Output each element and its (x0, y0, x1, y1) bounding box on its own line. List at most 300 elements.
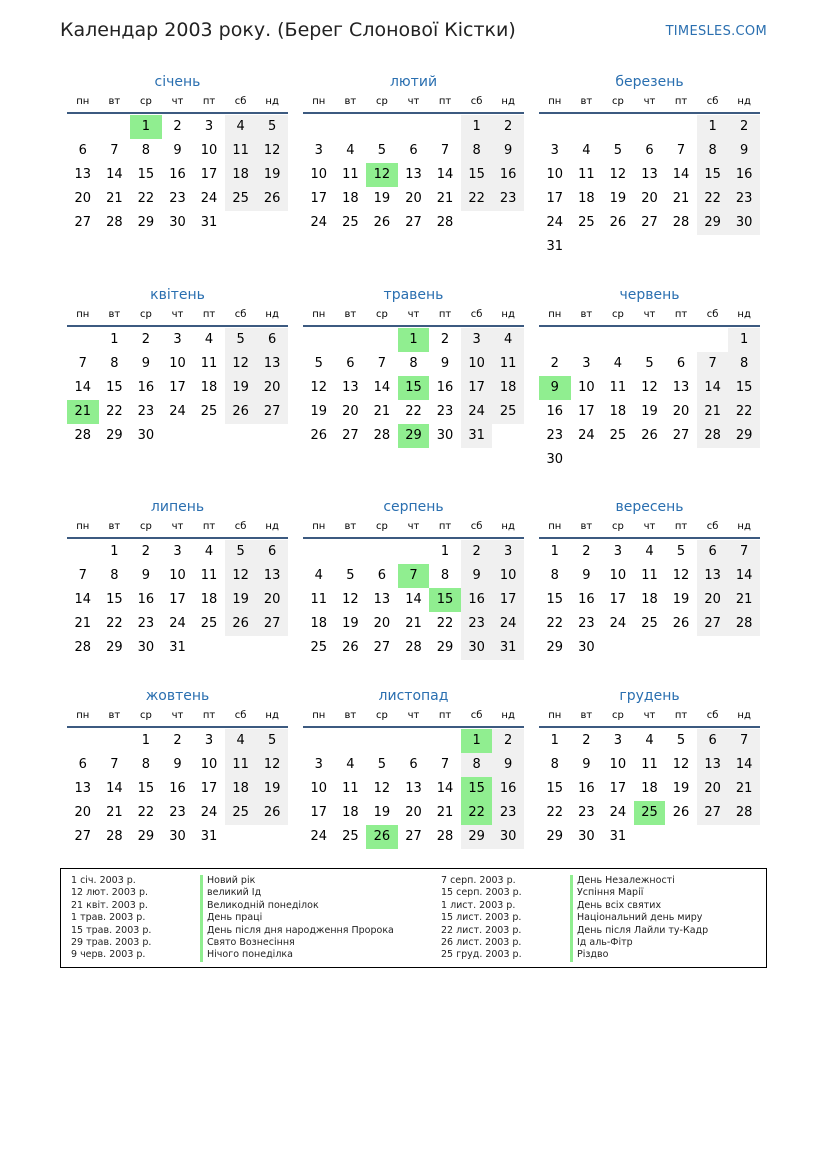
day-cell: 20 (342, 404, 359, 419)
week-row (539, 352, 760, 376)
day-cell: 4 (645, 544, 654, 559)
day-cell: 3 (314, 757, 323, 772)
empty-day-cell (697, 448, 729, 472)
day-cell: 17 (609, 592, 627, 607)
empty-day-cell (225, 636, 257, 660)
weekday-label: чт (171, 710, 184, 721)
empty-day-cell (602, 235, 634, 259)
weekday-header (303, 706, 524, 728)
week-row (539, 448, 760, 472)
week-row (67, 801, 288, 825)
weekday-label: чт (171, 96, 184, 107)
day-cell: 6 (697, 729, 729, 753)
week-row (539, 139, 760, 163)
day-cell: 27 (405, 829, 422, 844)
weekday-label: вт (580, 521, 593, 532)
day-cell: 6 (377, 568, 387, 583)
day-cell: 5 (377, 143, 387, 158)
weekday-label: ср (139, 309, 152, 320)
day-cell: 5 (256, 729, 288, 753)
day-cell: 15 (461, 163, 493, 187)
day-cell: 3 (550, 143, 559, 158)
day-cell: 12 (672, 757, 690, 772)
weekday-label: нд (501, 521, 515, 532)
week-row (67, 564, 288, 588)
empty-day-cell (665, 825, 697, 849)
day-cell: 4 (225, 729, 257, 753)
day-cell: 21 (697, 400, 729, 424)
day-cell: 22 (137, 191, 155, 206)
week-row (303, 729, 524, 753)
day-cell: 28 (436, 829, 454, 844)
day-cell: 5 (613, 143, 623, 158)
empty-day-cell (303, 540, 335, 564)
weekday-label: вт (344, 521, 357, 532)
week-row (303, 187, 524, 211)
day-cell: 18 (342, 805, 359, 820)
day-cell: 12 (373, 781, 391, 796)
week-row (67, 540, 288, 564)
week-row (67, 139, 288, 163)
day-cell: 17 (310, 805, 328, 820)
legend-date: 12 лют. 2003 р. (71, 887, 148, 899)
day-cell: 8 (141, 757, 151, 772)
weekday-label: чт (407, 96, 420, 107)
day-cell: 6 (409, 143, 418, 158)
day-cell: 18 (641, 781, 658, 796)
legend-left-dates (71, 875, 151, 962)
day-cell: 13 (672, 380, 690, 395)
day-cell: 10 (200, 757, 218, 772)
week-row (67, 612, 288, 636)
day-cell: 16 (492, 777, 524, 801)
legend-date: 29 трав. 2003 р. (71, 936, 152, 948)
week-row (539, 588, 760, 612)
day-cell: 2 (728, 115, 760, 139)
empty-day-cell (193, 424, 225, 448)
month-block (303, 285, 524, 448)
day-cell: 2 (492, 729, 524, 753)
day-cell: 24 (169, 404, 186, 419)
week-row (67, 588, 288, 612)
month-name: березень (615, 74, 684, 90)
weekday-label: сб (470, 309, 483, 320)
week-row (539, 801, 760, 825)
day-cell: 20 (697, 588, 729, 612)
day-cell: 16 (578, 781, 595, 796)
day-cell: 11 (225, 139, 257, 163)
day-cell: 23 (578, 805, 595, 820)
weekday-label: ср (611, 96, 624, 107)
weekday-label: вт (108, 96, 121, 107)
day-cell: 22 (106, 616, 123, 631)
empty-day-cell (634, 235, 666, 259)
day-cell: 29 (546, 640, 564, 655)
weekday-label: вт (580, 710, 593, 721)
week-row (303, 352, 524, 376)
day-cell: 20 (256, 588, 288, 612)
day-cell: 26 (342, 640, 359, 655)
legend-date: 21 квіт. 2003 р. (71, 899, 148, 911)
day-cell: 15 (106, 592, 123, 607)
day-cell: 18 (225, 777, 257, 801)
legend-holiday-name: Свято Вознесіння (200, 937, 394, 949)
day-cell: 18 (578, 191, 595, 206)
weekday-label: пн (548, 309, 562, 320)
day-cell: 9 (728, 139, 760, 163)
day-cell: 18 (609, 404, 627, 419)
day-cell: 2 (440, 332, 450, 347)
day-cell: 23 (461, 612, 493, 636)
day-cell: 1 (398, 328, 430, 352)
day-cell: 12 (366, 163, 398, 187)
weekday-label: сб (234, 710, 247, 721)
weekday-label: ср (375, 710, 388, 721)
day-cell: 4 (582, 143, 591, 158)
weekday-label: чт (407, 521, 420, 532)
month-name: січень (154, 74, 201, 90)
day-cell: 24 (461, 400, 493, 424)
day-cell: 14 (106, 167, 123, 182)
weekday-label: пн (548, 96, 562, 107)
month-block (67, 285, 288, 448)
weekday-label: чт (643, 521, 656, 532)
day-cell: 15 (106, 380, 123, 395)
day-cell: 30 (461, 636, 493, 660)
weekday-label: пт (438, 309, 452, 320)
day-cell: 23 (436, 404, 454, 419)
weekday-label: пт (438, 710, 452, 721)
legend-date: 1 трав. 2003 р. (71, 912, 146, 924)
day-cell: 24 (200, 805, 218, 820)
day-cell: 21 (74, 616, 92, 631)
empty-day-cell (539, 328, 571, 352)
legend-holiday-name: Ід аль-Фітр (570, 937, 708, 949)
day-cell: 16 (728, 163, 760, 187)
weekday-header (67, 517, 288, 539)
day-cell: 16 (169, 167, 186, 182)
day-cell: 30 (728, 211, 760, 235)
day-cell: 1 (728, 328, 760, 352)
month-block (67, 497, 288, 660)
day-cell: 2 (582, 733, 591, 748)
day-cell: 3 (461, 328, 493, 352)
day-cell: 18 (342, 191, 359, 206)
day-cell: 5 (377, 757, 387, 772)
week-row (539, 328, 760, 352)
empty-day-cell (225, 211, 257, 235)
empty-day-cell (398, 540, 430, 564)
day-cell: 20 (74, 805, 92, 820)
day-cell: 24 (609, 616, 627, 631)
week-row (303, 115, 524, 139)
day-cell: 15 (137, 167, 155, 182)
day-cell: 8 (697, 139, 729, 163)
empty-day-cell (665, 636, 697, 660)
day-cell: 24 (169, 616, 186, 631)
day-cell: 11 (310, 592, 328, 607)
weekday-header (539, 305, 760, 327)
day-cell: 8 (409, 356, 418, 371)
day-cell: 19 (373, 805, 391, 820)
weekday-label: чт (171, 309, 184, 320)
day-cell: 23 (546, 428, 564, 443)
weekday-label: чт (407, 309, 420, 320)
empty-day-cell (602, 636, 634, 660)
day-cell: 30 (578, 640, 595, 655)
month-name: вересень (615, 499, 684, 515)
empty-day-cell (256, 211, 288, 235)
day-cell: 14 (405, 592, 422, 607)
month-block (303, 686, 524, 849)
empty-day-cell (461, 211, 493, 235)
day-cell: 6 (346, 356, 355, 371)
weekday-label: нд (265, 309, 279, 320)
week-row (539, 564, 760, 588)
weekday-label: чт (643, 309, 656, 320)
weekday-header (303, 92, 524, 114)
day-cell: 7 (728, 729, 760, 753)
empty-day-cell (571, 115, 603, 139)
empty-day-cell (256, 424, 288, 448)
day-cell: 26 (225, 400, 257, 424)
day-cell: 7 (440, 757, 450, 772)
weekday-label: нд (501, 710, 515, 721)
day-cell: 20 (641, 191, 658, 206)
day-cell: 25 (342, 215, 359, 230)
day-cell: 7 (697, 352, 729, 376)
day-cell: 21 (373, 404, 391, 419)
day-cell: 13 (256, 352, 288, 376)
day-cell: 11 (200, 568, 218, 583)
day-cell: 10 (578, 380, 595, 395)
day-cell: 22 (106, 404, 123, 419)
day-cell: 5 (225, 328, 257, 352)
empty-day-cell (429, 729, 461, 753)
day-cell: 20 (74, 191, 92, 206)
day-cell: 9 (141, 568, 151, 583)
day-cell: 4 (225, 115, 257, 139)
weekday-header (67, 706, 288, 728)
month-name: червень (619, 287, 680, 303)
weekday-label: нд (265, 521, 279, 532)
week-row (303, 424, 524, 448)
day-cell: 10 (609, 568, 627, 583)
day-cell: 17 (461, 376, 493, 400)
weekday-label: ср (611, 521, 624, 532)
legend-holiday-name: Успіння Марії (570, 887, 708, 899)
month-name: жовтень (145, 688, 210, 704)
weekday-label: чт (171, 521, 184, 532)
day-cell: 12 (225, 352, 257, 376)
empty-day-cell (303, 729, 335, 753)
day-cell: 19 (609, 191, 627, 206)
day-cell: 13 (256, 564, 288, 588)
month-name: травень (383, 287, 444, 303)
week-row (67, 753, 288, 777)
day-cell: 26 (256, 187, 288, 211)
weekday-header (539, 517, 760, 539)
weekday-label: сб (234, 309, 247, 320)
day-cell: 30 (169, 829, 186, 844)
week-row (303, 801, 524, 825)
weekday-label: пн (312, 521, 326, 532)
weekday-label: пт (674, 710, 688, 721)
week-row (67, 777, 288, 801)
weekday-header (303, 517, 524, 539)
week-row (303, 400, 524, 424)
empty-day-cell (665, 115, 697, 139)
day-cell: 19 (256, 777, 288, 801)
weekday-label: пн (76, 309, 90, 320)
day-cell: 2 (492, 115, 524, 139)
day-cell: 28 (672, 215, 690, 230)
day-cell: 27 (405, 215, 422, 230)
day-cell: 20 (672, 404, 690, 419)
week-row (539, 400, 760, 424)
legend-date: 15 серп. 2003 р. (441, 887, 522, 899)
weekday-label: чт (643, 96, 656, 107)
weekday-label: чт (643, 710, 656, 721)
month-name: серпень (383, 499, 444, 515)
day-cell: 25 (200, 616, 218, 631)
day-cell: 24 (609, 805, 627, 820)
day-cell: 15 (461, 777, 493, 801)
day-cell: 29 (106, 640, 123, 655)
day-cell: 8 (728, 352, 760, 376)
day-cell: 21 (106, 805, 123, 820)
day-cell: 2 (173, 733, 182, 748)
day-cell: 16 (169, 781, 186, 796)
month-name: квітень (150, 287, 205, 303)
day-cell: 1 (461, 115, 493, 139)
weekday-label: пн (76, 710, 90, 721)
day-cell: 3 (314, 143, 323, 158)
week-row (67, 328, 288, 352)
weekday-label: нд (737, 521, 751, 532)
day-cell: 14 (74, 592, 92, 607)
week-row (303, 211, 524, 235)
weekday-label: пт (438, 96, 452, 107)
month-name: лютий (389, 74, 438, 90)
day-cell: 13 (74, 781, 92, 796)
week-row (539, 115, 760, 139)
weekday-label: сб (234, 521, 247, 532)
weekday-label: пт (438, 521, 452, 532)
weekday-label: пн (312, 309, 326, 320)
day-cell: 12 (225, 564, 257, 588)
empty-day-cell (665, 448, 697, 472)
legend-holiday-name: День всіх святих (570, 900, 708, 912)
day-cell: 21 (67, 400, 99, 424)
empty-day-cell (366, 115, 398, 139)
day-cell: 16 (137, 380, 155, 395)
day-cell: 19 (342, 616, 359, 631)
legend-date: 22 лист. 2003 р. (441, 924, 522, 936)
day-cell: 28 (106, 829, 123, 844)
day-cell: 8 (440, 568, 450, 583)
day-cell: 16 (137, 592, 155, 607)
day-cell: 4 (613, 356, 623, 371)
empty-day-cell (67, 729, 99, 753)
empty-day-cell (366, 540, 398, 564)
week-row (303, 753, 524, 777)
weekday-header (539, 92, 760, 114)
week-row (67, 115, 288, 139)
day-cell: 17 (200, 781, 218, 796)
day-cell: 19 (373, 191, 391, 206)
empty-day-cell (571, 235, 603, 259)
day-cell: 11 (342, 167, 359, 182)
day-cell: 1 (130, 115, 162, 139)
empty-day-cell (225, 424, 257, 448)
day-cell: 29 (461, 825, 493, 849)
empty-day-cell (429, 115, 461, 139)
day-cell: 30 (169, 215, 186, 230)
day-cell: 2 (461, 540, 493, 564)
day-cell: 18 (310, 616, 328, 631)
weekday-label: нд (737, 710, 751, 721)
empty-day-cell (539, 115, 571, 139)
legend-right-names (570, 875, 708, 962)
day-cell: 9 (173, 143, 182, 158)
day-cell: 1 (461, 729, 493, 753)
day-cell: 25 (225, 187, 257, 211)
day-cell: 31 (546, 239, 564, 254)
empty-day-cell (665, 328, 697, 352)
day-cell: 14 (373, 380, 391, 395)
day-cell: 3 (204, 733, 214, 748)
week-row (539, 825, 760, 849)
day-cell: 30 (492, 825, 524, 849)
day-cell: 26 (641, 428, 658, 443)
empty-day-cell (335, 115, 367, 139)
day-cell: 3 (173, 544, 182, 559)
day-cell: 23 (728, 187, 760, 211)
week-row (67, 424, 288, 448)
day-cell: 17 (578, 404, 595, 419)
day-cell: 22 (137, 805, 155, 820)
day-cell: 9 (492, 753, 524, 777)
day-cell: 5 (676, 733, 686, 748)
weekday-label: ср (611, 309, 624, 320)
day-cell: 27 (256, 612, 288, 636)
weekday-label: сб (470, 96, 483, 107)
legend-holiday-name: День після Лайли ту-Кадр (570, 925, 708, 937)
day-cell: 1 (550, 544, 559, 559)
empty-day-cell (67, 328, 99, 352)
weekday-label: ср (139, 710, 152, 721)
day-cell: 27 (74, 829, 92, 844)
holiday-legend (60, 868, 767, 968)
week-row (303, 540, 524, 564)
day-cell: 17 (200, 167, 218, 182)
day-cell: 11 (609, 380, 627, 395)
day-cell: 18 (225, 163, 257, 187)
weekday-label: сб (706, 96, 719, 107)
day-cell: 23 (492, 187, 524, 211)
legend-date: 25 груд. 2003 р. (441, 949, 522, 961)
day-cell: 13 (697, 753, 729, 777)
weekday-header (303, 305, 524, 327)
day-cell: 16 (546, 404, 564, 419)
weekday-header (67, 305, 288, 327)
day-cell: 21 (728, 777, 760, 801)
day-cell: 8 (550, 568, 559, 583)
day-cell: 19 (672, 592, 690, 607)
site-link[interactable]: TIMESLES.COM (665, 24, 767, 39)
day-cell: 9 (539, 376, 571, 400)
